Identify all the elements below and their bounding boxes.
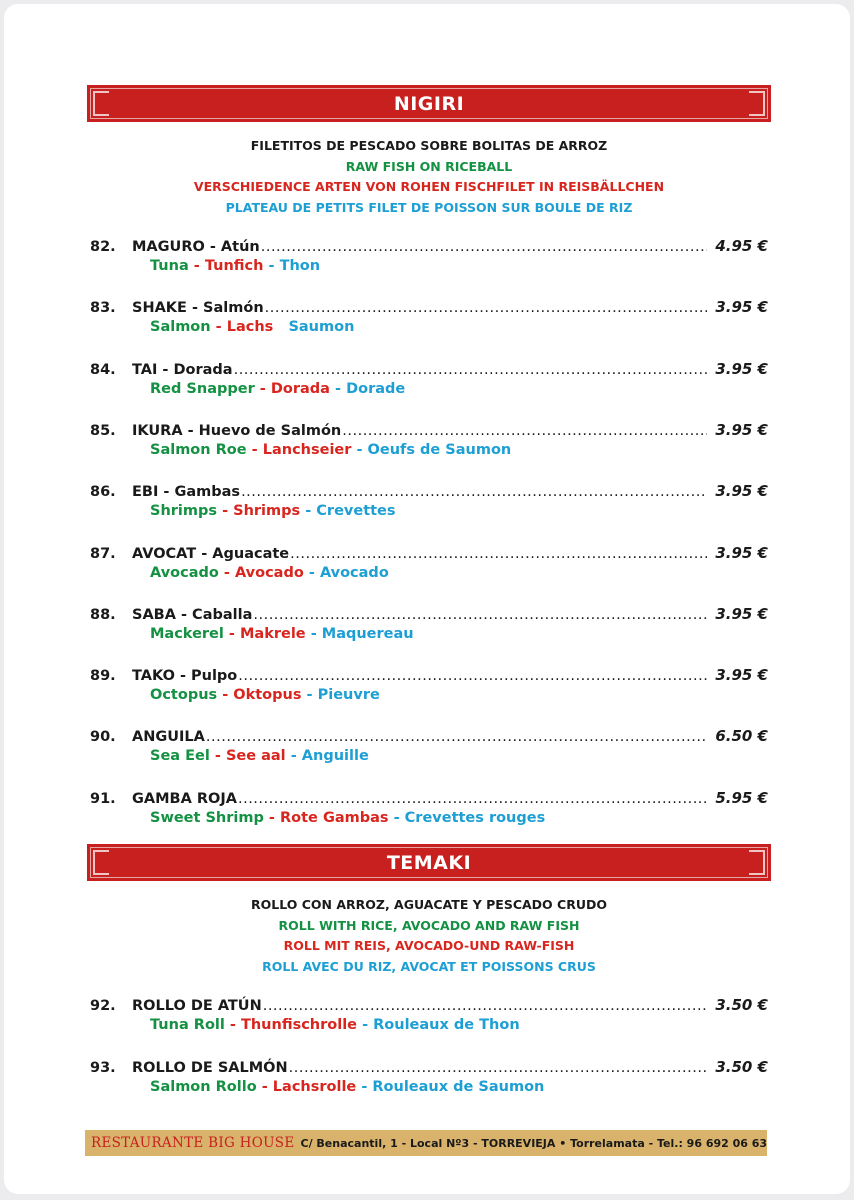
- dot-leader: [234, 362, 707, 378]
- item-main-line: [90, 544, 768, 566]
- dot-leader: [238, 791, 707, 807]
- translation-de: Oktopus: [233, 687, 302, 704]
- translation-de: Rote Gambas: [280, 809, 389, 826]
- dot-leader: [261, 239, 707, 255]
- translation-en: Tuna: [150, 258, 189, 274]
- item-name: SHAKE - Salmón: [132, 300, 264, 317]
- section-title: TEMAKI: [386, 851, 472, 874]
- translation-fr: Rouleaux de Saumon: [372, 1079, 545, 1095]
- item-name: GAMBA ROJA: [132, 790, 237, 807]
- translation-de: Tunfich: [204, 258, 264, 274]
- restaurant-address: C/ Benacantil, 1 - Local Nº3 - TORREVIEJA • Torrelamata - Tel.: 96 692 06 63: [300, 1136, 768, 1150]
- item-price: 3.50 €: [715, 996, 768, 1014]
- translation-de: Lanchseier: [262, 441, 352, 458]
- item-price: 4.95 €: [715, 237, 768, 255]
- item-price: 3.95 €: [715, 420, 768, 439]
- item-name: TAKO - Pulpo: [132, 668, 238, 685]
- item-number: 88.: [90, 606, 116, 623]
- item-number: 83.: [90, 300, 116, 317]
- menu-item: [90, 996, 768, 1040]
- description-en: ROLL WITH RICE, AVOCADO AND RAW FISH: [278, 917, 580, 933]
- item-name: EBI - Gambas: [132, 484, 241, 501]
- item-translations: [150, 748, 369, 764]
- item-number: 90.: [90, 729, 116, 746]
- translation-de: Shrimps: [233, 503, 301, 520]
- separator: -: [246, 441, 263, 458]
- item-number: 92.: [90, 998, 116, 1014]
- item-price: 6.50 €: [715, 727, 768, 746]
- translation-en: Shrimps: [150, 503, 218, 520]
- item-main-line: [90, 360, 768, 382]
- item-translations: [150, 1017, 520, 1033]
- menu-item: [90, 544, 768, 588]
- translation-fr: Crevettes rouges: [404, 809, 546, 826]
- item-price: 3.95 €: [715, 359, 768, 378]
- item-translations: [150, 381, 405, 397]
- separator: -: [224, 1017, 241, 1033]
- description-de: VERSCHIEDENCE ARTEN VON ROHEN FISCHFILET IN REISBÄLLCHEN: [193, 179, 665, 194]
- item-name: ROLLO DE SALMÓN: [132, 1060, 288, 1076]
- translation-de: Dorada: [270, 380, 330, 397]
- translation-fr: Avocado: [319, 564, 389, 581]
- item-main-line: [90, 1058, 768, 1080]
- item-name: SABA - Caballa: [132, 606, 253, 623]
- dot-leader: [253, 607, 707, 623]
- translation-en: Mackerel: [150, 625, 224, 642]
- dot-leader: [263, 998, 707, 1014]
- item-main-line: [90, 996, 768, 1018]
- item-price: 3.95 €: [715, 543, 768, 562]
- item-main-line: [90, 421, 768, 443]
- dot-leader: [290, 546, 707, 562]
- separator: -: [263, 809, 280, 826]
- translation-de: Lachsrolle: [272, 1079, 357, 1095]
- translation-en: Avocado: [150, 564, 219, 581]
- item-translations: [150, 810, 545, 826]
- item-price: 5.95 €: [715, 788, 768, 807]
- item-translations: [150, 626, 414, 642]
- separator: -: [303, 564, 320, 581]
- item-number: 87.: [90, 545, 116, 562]
- description-es: ROLLO CON ARROZ, AGUACATE Y PESCADO CRUDO: [251, 897, 607, 912]
- dot-leader: [206, 729, 707, 745]
- translation-fr: Anguille: [301, 748, 369, 765]
- section-title: NIGIRI: [393, 92, 465, 115]
- item-translations: [150, 319, 354, 335]
- nigiri-description: [87, 136, 771, 218]
- item-number: 86.: [90, 484, 116, 501]
- separator: -: [301, 687, 318, 704]
- separator: -: [388, 809, 405, 826]
- item-number: 93.: [90, 1060, 116, 1076]
- temaki-banner: [87, 844, 771, 881]
- description-fr: PLATEAU DE PETITS FILET DE POISSON SUR BOULE DE RIZ: [225, 199, 633, 215]
- description-en: RAW FISH ON RICEBALL: [345, 158, 513, 174]
- translation-en: Salmon Rollo: [150, 1079, 257, 1095]
- item-translations: [150, 503, 396, 519]
- translation-fr: Rouleaux de Thon: [373, 1017, 520, 1033]
- item-main-line: [90, 605, 768, 627]
- separator: -: [356, 1079, 373, 1095]
- item-translations: [150, 442, 511, 458]
- item-name: AVOCAT - Aguacate: [132, 545, 290, 562]
- item-main-line: [90, 482, 768, 504]
- dot-leader: [241, 484, 707, 500]
- separator: -: [305, 625, 322, 642]
- item-price: 3.95 €: [715, 604, 768, 623]
- translation-en: Tuna Roll: [150, 1017, 225, 1033]
- menu-item: [90, 237, 768, 281]
- translation-de: Lachs: [226, 319, 274, 336]
- separator: -: [188, 258, 205, 274]
- description-es: FILETITOS DE PESCADO SOBRE BOLITAS DE ARROZ: [250, 138, 608, 153]
- item-name: ANGUILA: [132, 729, 205, 746]
- translation-en: Octopus: [150, 687, 218, 704]
- temaki-description: [87, 895, 771, 977]
- item-price: 3.95 €: [715, 298, 768, 317]
- dot-leader: [238, 668, 707, 684]
- item-translations: [150, 1079, 544, 1095]
- separator: -: [357, 1017, 374, 1033]
- restaurant-brand: RESTAURANTE BIG HOUSE: [91, 1135, 295, 1151]
- separator: -: [217, 687, 234, 704]
- menu-item: [90, 360, 768, 404]
- item-name: ROLLO DE ATÚN: [132, 998, 262, 1014]
- translation-en: Salmon: [150, 319, 211, 336]
- item-number: 82.: [90, 239, 116, 255]
- separator: -: [256, 1079, 273, 1095]
- menu-item: [90, 605, 768, 649]
- item-name: TAI - Dorada: [132, 361, 233, 378]
- translation-fr: Oeufs de Saumon: [367, 441, 512, 458]
- menu-item: [90, 789, 768, 833]
- item-price: 3.95 €: [715, 482, 768, 501]
- item-main-line: [90, 298, 768, 320]
- menu-item: [90, 1058, 768, 1102]
- separator: -: [210, 319, 227, 336]
- translation-en: Salmon Roe: [150, 441, 247, 458]
- separator: -: [209, 748, 226, 765]
- separator: -: [285, 748, 302, 765]
- translation-en: Sea Eel: [150, 748, 210, 765]
- item-main-line: [90, 666, 768, 688]
- separator: -: [218, 564, 235, 581]
- menu-item: [90, 727, 768, 771]
- separator: -: [300, 503, 317, 520]
- item-number: 89.: [90, 668, 116, 685]
- translation-fr: Crevettes: [316, 503, 396, 520]
- item-number: 84.: [90, 361, 116, 378]
- item-name: IKURA - Huevo de Salmón: [132, 422, 342, 439]
- description-fr: ROLL AVEC DU RIZ, AVOCAT ET POISSONS CRUS: [262, 958, 596, 974]
- item-main-line: [90, 237, 768, 259]
- translation-fr: Maquereau: [321, 625, 414, 642]
- translation-fr: Saumon: [288, 319, 355, 336]
- item-number: 91.: [90, 790, 116, 807]
- separator: -: [254, 380, 271, 397]
- separator: -: [223, 625, 240, 642]
- translation-de: See aal: [225, 748, 286, 765]
- menu-item: [90, 482, 768, 526]
- separator: -: [351, 441, 368, 458]
- separator: -: [217, 503, 234, 520]
- menu-item: [90, 298, 768, 342]
- description-de: ROLL MIT REIS, AVOCADO-UND RAW-FISH: [283, 938, 575, 953]
- item-main-line: [90, 789, 768, 811]
- item-main-line: [90, 727, 768, 749]
- translation-fr: Thon: [279, 258, 321, 274]
- translation-en: Sweet Shrimp: [150, 809, 264, 826]
- item-number: 85.: [90, 422, 116, 439]
- translation-fr: Dorade: [346, 380, 406, 397]
- dot-leader: [342, 423, 707, 439]
- footer-bar: [85, 1130, 767, 1156]
- dot-leader: [289, 1060, 707, 1076]
- translation-en: Red Snapper: [150, 380, 255, 397]
- menu-page: [4, 4, 850, 1194]
- menu-item: [90, 666, 768, 710]
- item-translations: [150, 687, 380, 703]
- nigiri-banner: [87, 85, 771, 122]
- item-price: 3.95 €: [715, 666, 768, 685]
- separator: -: [329, 380, 347, 397]
- item-name: MAGURO - Atún: [132, 239, 260, 255]
- item-price: 3.50 €: [715, 1058, 768, 1076]
- item-translations: [150, 258, 320, 274]
- translation-de: Thunfischrolle: [240, 1017, 358, 1033]
- separator: -: [263, 258, 280, 274]
- menu-item: [90, 421, 768, 465]
- separator: [273, 319, 288, 335]
- translation-de: Makrele: [239, 625, 306, 642]
- translation-de: Avocado: [234, 564, 304, 581]
- item-translations: [150, 565, 389, 581]
- translation-fr: Pieuvre: [317, 687, 380, 704]
- dot-leader: [265, 300, 707, 316]
